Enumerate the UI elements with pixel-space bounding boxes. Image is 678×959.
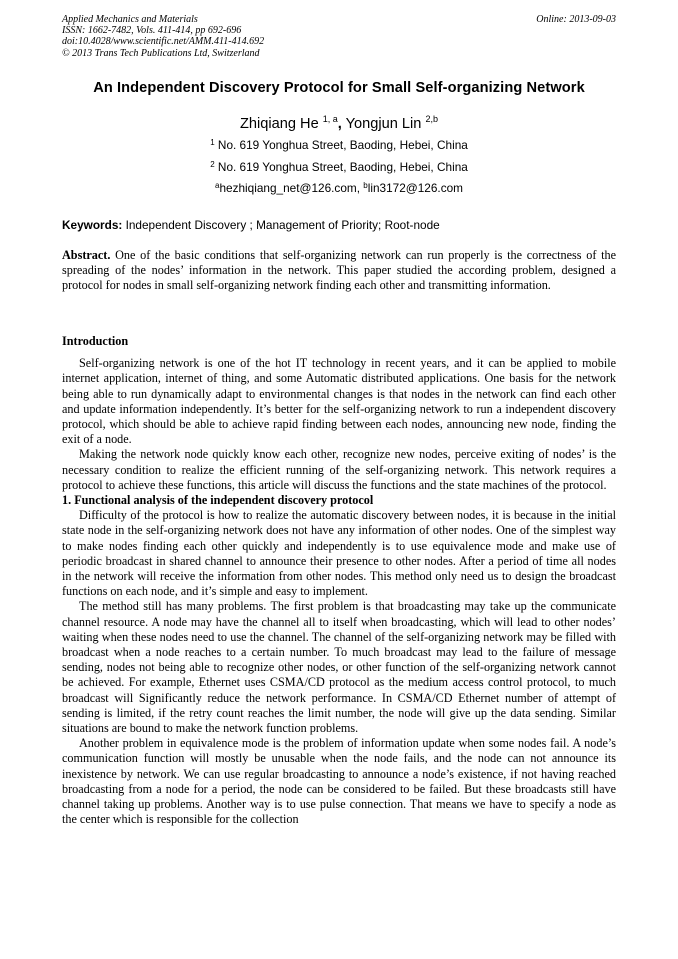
keywords-text: Independent Discovery ; Management of Priority; Root-node [125, 218, 440, 232]
section-1-paragraph-1: Difficulty of the protocol is how to realize the automatic discovery between nodes, it is because in the initial state node in the self-organizing network does not have any information of other nodes. One of the simplest way to make nodes finding each other quickly and independently is to use equivalence mode and make use of periodic broadcast in shared channel to announce their presence to other nodes. After a period of time all nodes in the network will receive the information from other nodes. This method only need us to design the broadcast functions on each node, and it’s simple and easy to implement. [62, 508, 616, 599]
affiliation-1-marker: 1 [210, 138, 215, 147]
introduction-paragraph-2: Making the network node quickly know each other, recognize new nodes, perceive exiting of nodes’ is the necessary condition to realize the efficient running of the self-organizing network. This network requires a protocol to achieve these functions, this article will discuss the functions and the state machines of the protocol. [62, 447, 616, 492]
online-date: Online: 2013-09-03 [536, 14, 616, 25]
section-1-paragraph-2: The method still has many problems. The first problem is that broadcasting may take up the communicate channel resource. A node may have the channel all to itself when broadcasting, which will lead to other nodes’ waiting when these nodes need to use the channel. The channel of the self-organizing network may be filled with broadcast when a node reaches to a certain number. To much broadcast may lead to the failure of message sending, nodes not being able to recognize other nodes, or other function of the self-organizing network cannot be achieved. For example, Ethernet uses CSMA/CD protocol as the medium access control protocol, to much broadcast will Significantly reduce the network performance. In CSMA/CD Ethernet number of attempt of sending is limited, if the retry count reaches the limit number, the node will give up the data sending. Similar situations are bound to make the network function problems. [62, 599, 616, 736]
affiliation-1-text: No. 619 Yonghua Street, Baoding, Hebei, China [217, 138, 468, 152]
introduction-paragraph-1: Self-organizing network is one of the hot IT technology in recent years, and it can be applied to mobile internet application, internet of thing, and some Automatic distributed applications. One basis for the network being able to run dynamically adapt to environmental changes is that nodes in the network can find each other and update information independently. It’s better for the self-organizing network to run a independent discovery protocol, which should be able to achieve rapid finding between each nodes, announcing new node, finding the exit of a node. [62, 356, 616, 447]
author-emails [0, 181, 678, 195]
email-a: hezhiqiang_net@126.com, [219, 181, 360, 195]
abstract [62, 248, 616, 294]
journal-doi: doi:10.4028/www.scientific.net/AMM.411-414.692 [62, 36, 265, 48]
keywords-label: Keywords: [62, 218, 123, 232]
author-line [0, 114, 678, 132]
affiliation-2 [0, 160, 678, 174]
author-1-marker: 1, a [322, 114, 338, 124]
abstract-text: One of the basic conditions that self-organizing network can run properly is the correctness of the spreading of the nodes’ information in the network. This paper studied the according problem, designed a protocol for nodes in small self-organizing network finding each other and transmitting information. [62, 248, 616, 293]
introduction-heading: Introduction [62, 334, 129, 348]
journal-header [62, 14, 616, 59]
author-separator: , [337, 116, 342, 132]
author-1-name: Zhiqiang He [240, 116, 319, 132]
section-1-paragraph-3: Another problem in equivalence mode is the problem of information update when some nodes fail. A node’s communication function will mostly be unusable when the node fails, and the node can not announce its inexistence by network. We can use regular broadcasting to announce a node’s existence, if not having reached broadcasting from a node for a period, the node can be considered to be failed. But these broadcasts still have channel taking up problems. Another way is to use pulse connection. That means we have to specify a node as the center which is responsible for the collection [62, 736, 616, 827]
abstract-label: Abstract. [62, 248, 111, 262]
abstract-paragraph [62, 248, 616, 294]
paper-title: An Independent Discovery Protocol for Small Self-organizing Network [93, 80, 585, 96]
main-body [62, 334, 616, 828]
affiliation-2-text: No. 619 Yonghua Street, Baoding, Hebei, China [217, 160, 468, 174]
email-b-marker: b [363, 181, 368, 190]
journal-copyright: © 2013 Trans Tech Publications Ltd, Switzerland [62, 47, 260, 59]
email-a-marker: a [215, 181, 220, 190]
journal-issn: ISSN: 1662-7482, Vols. 411-414, pp 692-696 [62, 25, 242, 37]
journal-name: Applied Mechanics and Materials [62, 14, 198, 25]
affiliation-2-marker: 2 [210, 160, 215, 169]
section-1-heading: 1. Functional analysis of the independent discovery protocol [62, 493, 374, 508]
email-b: lin3172@126.com [367, 181, 463, 195]
author-2-marker: 2,b [425, 114, 438, 124]
affiliation-1 [0, 138, 678, 152]
author-2-name: Yongjun Lin [345, 116, 422, 132]
keywords [62, 218, 616, 232]
